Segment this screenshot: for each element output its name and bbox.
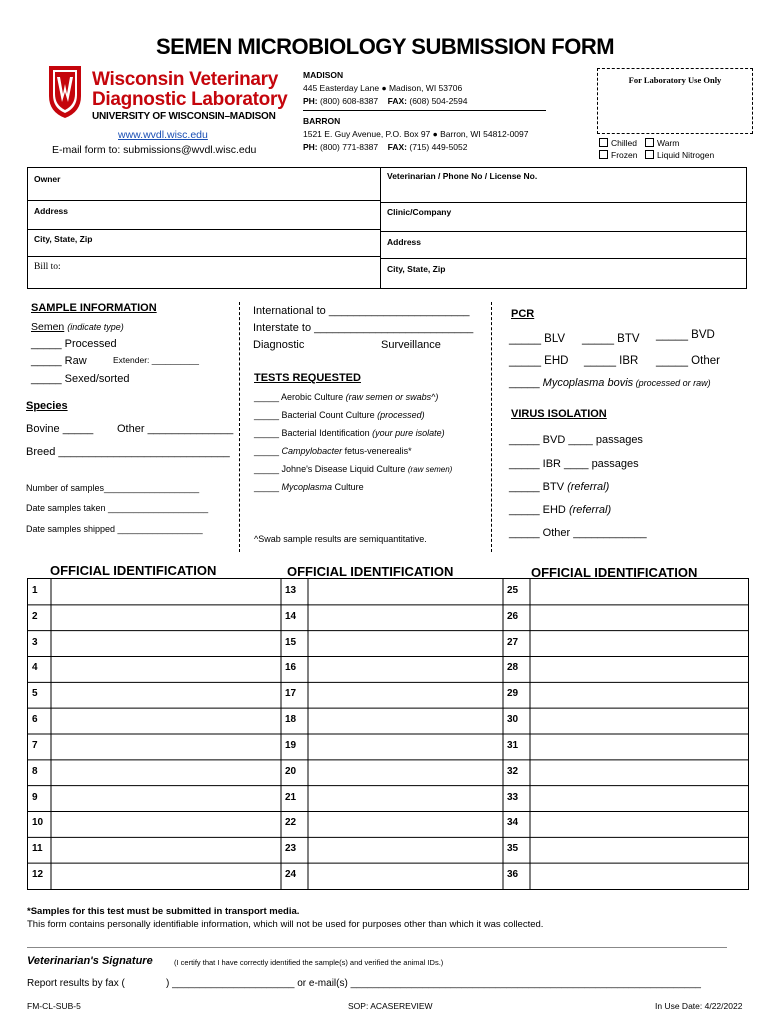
date-shipped-field[interactable]: Date samples shipped _________________ xyxy=(26,524,203,534)
id-number: 36 xyxy=(507,869,519,881)
id-number: 26 xyxy=(507,610,519,622)
id-entry-field[interactable] xyxy=(309,658,502,682)
pcr-blv[interactable]: _____ BLV xyxy=(509,333,566,345)
test-bacterial-id[interactable]: _____ Bacterial Identification (your pure isolate) xyxy=(254,428,445,438)
id-entry-field[interactable] xyxy=(531,813,747,837)
id-entry-field[interactable] xyxy=(52,761,280,785)
id-entry-field[interactable] xyxy=(52,787,280,811)
vet-field[interactable]: Veterinarian / Phone No / License No. xyxy=(387,171,538,181)
interstate-field[interactable]: Interstate to __________________________ xyxy=(253,322,474,334)
processed-option[interactable]: _____ Processed xyxy=(31,338,117,350)
id-number: 21 xyxy=(285,791,297,803)
checkbox-warm[interactable]: Warm xyxy=(645,138,679,148)
id-entry-field[interactable] xyxy=(531,606,747,630)
checkbox-chilled[interactable]: Chilled xyxy=(599,138,637,148)
international-field[interactable]: International to _______________________ xyxy=(253,305,470,317)
other-species-field[interactable]: Other ______________ xyxy=(117,423,234,435)
tests-heading: TESTS REQUESTED xyxy=(254,372,361,384)
id-number: 11 xyxy=(32,843,43,855)
id-entry-field[interactable] xyxy=(309,838,502,862)
vi-other[interactable]: _____ Other ____________ xyxy=(509,527,647,539)
vi-btv[interactable]: _____ BTV (referral) xyxy=(509,481,610,493)
id-number: 4 xyxy=(32,662,38,674)
checkbox-liquid-nitrogen[interactable]: Liquid Nitrogen xyxy=(645,150,714,160)
id-number: 9 xyxy=(32,791,38,803)
pcr-ehd[interactable]: _____ EHD xyxy=(509,355,569,367)
id-number: 12 xyxy=(32,869,44,881)
vi-bvd[interactable]: _____ BVD ____ passages xyxy=(509,434,643,446)
id-number: 6 xyxy=(32,714,38,726)
test-bacterial-count[interactable]: _____ Bacterial Count Culture (processed) xyxy=(254,410,425,420)
id-entry-field[interactable] xyxy=(309,632,502,656)
pcr-ibr[interactable]: _____ IBR xyxy=(584,355,639,367)
address-field[interactable]: Address xyxy=(34,206,69,216)
id-number: 20 xyxy=(285,765,297,777)
signature-line[interactable] xyxy=(27,947,727,948)
sexed-option[interactable]: _____ Sexed/sorted xyxy=(31,373,130,385)
pcr-other[interactable]: _____ Other xyxy=(656,355,720,367)
id-entry-field[interactable] xyxy=(309,709,502,733)
id-entry-field[interactable] xyxy=(531,761,747,785)
id-entry-field[interactable] xyxy=(531,787,747,811)
madison-address: MADISON 445 Easterday Lane ● Madison, WI 53706 PH: (800) 608-8387 FAX: (608) 504-2594 xyxy=(303,70,468,106)
pcr-btv[interactable]: _____ BTV xyxy=(582,333,640,345)
test-mycoplasma[interactable]: _____ Mycoplasma Culture xyxy=(254,482,364,492)
id-entry-field[interactable] xyxy=(309,606,502,630)
id-number: 16 xyxy=(285,662,297,674)
id-number: 31 xyxy=(507,739,519,751)
id-entry-field[interactable] xyxy=(52,709,280,733)
extender-field[interactable]: Extender: __________ xyxy=(113,355,200,365)
privacy-note: This form contains personally identifiable information, which will not be used for purposes other than which it was collected. xyxy=(27,919,544,930)
semen-type: Semen (indicate type) xyxy=(31,321,124,333)
id-number: 19 xyxy=(285,739,297,751)
pcr-mycoplasma[interactable]: _____ Mycoplasma bovis (processed or raw) xyxy=(509,377,711,389)
id-number: 35 xyxy=(507,843,519,855)
barron-address: BARRON 1521 E. Guy Avenue, P.O. Box 97 ● Barron, WI 54812-0097 PH: (800) 771-8387 FAX: (715) 449-5052 xyxy=(303,116,529,152)
id-entry-field[interactable] xyxy=(531,838,747,862)
id-entry-field[interactable] xyxy=(309,787,502,811)
id-entry-field[interactable] xyxy=(309,683,502,707)
id-entry-field[interactable] xyxy=(531,864,747,888)
id-number: 3 xyxy=(32,636,38,648)
species-heading: Species xyxy=(26,400,68,412)
pcr-heading: PCR xyxy=(511,308,535,320)
test-aerobic[interactable]: _____ Aerobic Culture (raw semen or swabs^) xyxy=(254,392,439,402)
id-number: 22 xyxy=(285,817,297,829)
id-number: 2 xyxy=(32,610,38,622)
transport-note: *Samples for this test must be submitted in transport media. xyxy=(27,906,300,917)
vi-ehd[interactable]: _____ EHD (referral) xyxy=(509,504,612,516)
id-number: 25 xyxy=(507,584,519,596)
owner-field[interactable]: Owner xyxy=(34,174,61,184)
lab-use-box: For Laboratory Use Only xyxy=(597,68,753,134)
clinic-address-field[interactable]: Address xyxy=(387,237,422,247)
university-name: UNIVERSITY OF WISCONSIN–MADISON xyxy=(92,111,276,122)
id-entry-field[interactable] xyxy=(52,632,280,656)
test-campylobacter[interactable]: _____ Campylobacter fetus-venerealis* xyxy=(254,446,412,456)
id-number: 34 xyxy=(507,817,519,829)
id-number: 33 xyxy=(507,791,519,803)
id-entry-field[interactable] xyxy=(309,864,502,888)
id-number: 24 xyxy=(285,869,297,881)
id-number: 14 xyxy=(285,610,297,622)
signature-label: Veterinarian's Signature xyxy=(27,955,153,967)
test-johnes[interactable]: _____ Johne's Disease Liquid Culture (raw semen) xyxy=(254,464,453,474)
id-number: 5 xyxy=(32,688,38,700)
surveillance-option[interactable]: Surveillance xyxy=(381,339,441,351)
sop-code: SOP: ACASEREVIEW xyxy=(348,1001,433,1011)
id-entry-field[interactable] xyxy=(309,580,502,604)
official-id-heading-2: OFFICIAL IDENTIFICATION xyxy=(287,564,454,579)
id-entry-field[interactable] xyxy=(52,864,280,888)
form-number: FM-CL-SUB-5 xyxy=(27,1001,81,1011)
id-entry-field[interactable] xyxy=(531,683,747,707)
form-title: SEMEN MICROBIOLOGY SUBMISSION FORM xyxy=(155,34,615,59)
id-number: 23 xyxy=(285,843,297,855)
num-samples-field[interactable]: Number of samples___________________ xyxy=(26,483,200,493)
id-number: 28 xyxy=(507,662,519,674)
lab-logo-name: Wisconsin Veterinary Diagnostic Laboratory xyxy=(92,69,288,110)
id-number: 27 xyxy=(507,636,519,648)
virus-isolation-heading: VIRUS ISOLATION xyxy=(511,408,607,420)
id-entry-field[interactable] xyxy=(531,709,747,733)
sample-info-heading: SAMPLE INFORMATION xyxy=(31,302,157,314)
id-entry-field[interactable] xyxy=(52,813,280,837)
diagnostic-option[interactable]: Diagnostic xyxy=(253,339,305,351)
id-number: 8 xyxy=(32,765,38,777)
bovine-field[interactable]: Bovine _____ xyxy=(26,423,94,435)
breed-field[interactable]: Breed ____________________________ xyxy=(26,446,230,458)
in-use-date: In Use Date: 4/22/2022 xyxy=(655,1001,743,1011)
clinic-city-field[interactable]: City, State, Zip xyxy=(387,264,446,274)
id-entry-field[interactable] xyxy=(309,735,502,759)
official-id-heading-3: OFFICIAL IDENTIFICATION xyxy=(531,565,698,580)
id-entry-field[interactable] xyxy=(531,658,747,682)
bill-to-field[interactable]: Bill to: xyxy=(34,262,61,272)
clinic-field[interactable]: Clinic/Company xyxy=(387,207,452,217)
id-entry-field[interactable] xyxy=(309,761,502,785)
raw-option[interactable]: _____ Raw xyxy=(31,355,87,367)
id-number: 10 xyxy=(32,817,44,829)
id-entry-field[interactable] xyxy=(531,735,747,759)
id-number: 1 xyxy=(32,584,38,596)
id-number: 30 xyxy=(507,714,519,726)
id-number: 17 xyxy=(285,688,297,700)
id-entry-field[interactable] xyxy=(531,632,747,656)
id-number: 15 xyxy=(285,636,297,648)
certify-note: (I certify that I have correctly identified the sample(s) and verified the animal IDs.) xyxy=(174,958,444,967)
id-entry-field[interactable] xyxy=(52,735,280,759)
email-line: E-mail form to: submissions@wvdl.wisc.edu xyxy=(52,144,257,156)
id-entry-field[interactable] xyxy=(531,580,747,604)
id-number: 13 xyxy=(285,584,297,596)
pcr-bvd[interactable]: _____ BVD xyxy=(656,329,715,341)
official-id-table xyxy=(27,578,749,890)
id-number: 29 xyxy=(507,688,519,700)
id-entry-field[interactable] xyxy=(52,683,280,707)
divider-right xyxy=(491,302,492,552)
date-taken-field[interactable]: Date samples taken ____________________ xyxy=(26,503,209,513)
website-link[interactable]: www.wvdl.wisc.edu xyxy=(118,129,208,141)
id-number: 7 xyxy=(32,739,38,751)
id-entry-field[interactable] xyxy=(52,838,280,862)
id-entry-field[interactable] xyxy=(52,658,280,682)
official-id-heading-1: OFFICIAL IDENTIFICATION xyxy=(50,563,217,578)
city-field[interactable]: City, State, Zip xyxy=(34,234,93,244)
report-fields[interactable]: ) ______________________ or e-mail(s) _______________________________________________________________ xyxy=(166,978,701,989)
vi-ibr[interactable]: _____ IBR ____ passages xyxy=(509,458,639,470)
divider-left xyxy=(239,302,240,552)
swab-note: ^Swab sample results are semiquantitative. xyxy=(254,534,427,544)
report-fax-label: Report results by fax ( xyxy=(27,978,125,989)
contact-grid xyxy=(0,0,770,300)
id-number: 18 xyxy=(285,714,297,726)
id-number: 32 xyxy=(507,765,519,777)
id-entry-field[interactable] xyxy=(309,813,502,837)
id-entry-field[interactable] xyxy=(52,606,280,630)
checkbox-frozen[interactable]: Frozen xyxy=(599,150,637,160)
id-entry-field[interactable] xyxy=(52,580,280,604)
